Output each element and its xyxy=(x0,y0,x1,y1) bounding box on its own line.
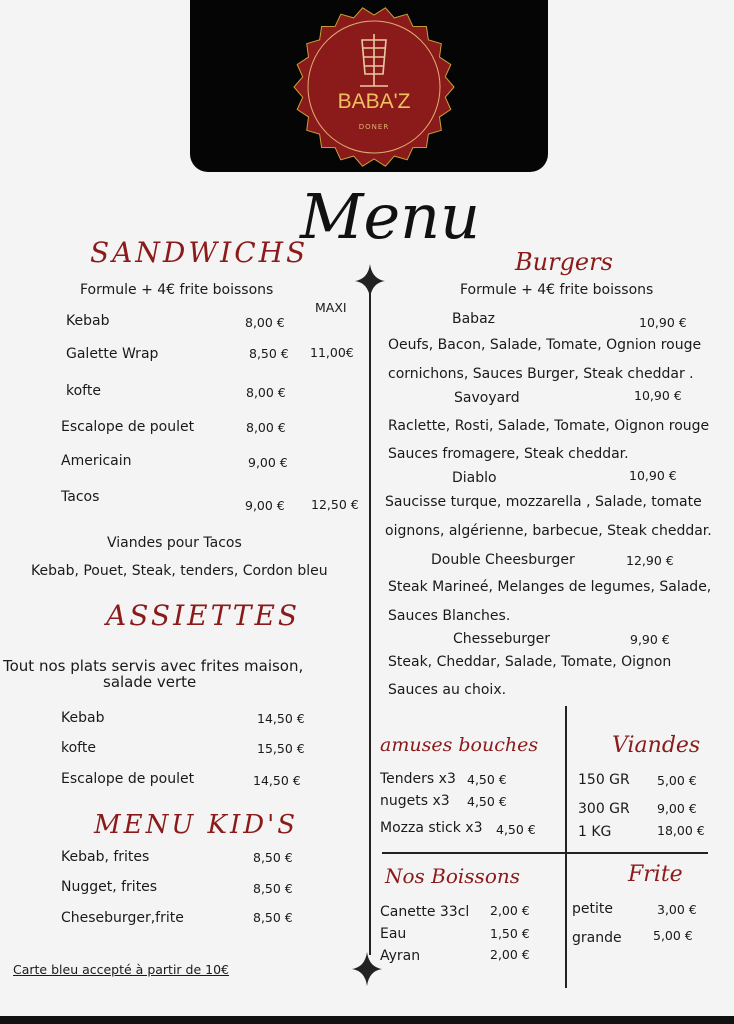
burger-price: 10,90 € xyxy=(639,315,687,330)
burger-price: 10,90 € xyxy=(634,388,682,403)
assiette-name: kofte xyxy=(61,740,96,756)
sandwich-name: Americain xyxy=(61,453,132,469)
logo-sub: DONER xyxy=(358,123,390,131)
amuse-price: 4,50 € xyxy=(467,772,507,787)
tacos-title: Viandes pour Tacos xyxy=(107,535,242,551)
sparkle-icon xyxy=(355,264,385,298)
burger-name: Diablo xyxy=(452,470,497,486)
viande-name: 1 KG xyxy=(578,824,612,840)
boisson-name: Ayran xyxy=(380,948,421,964)
frite-price: 3,00 € xyxy=(657,902,697,917)
assiette-price: 15,50 € xyxy=(257,741,305,756)
burger-desc: Steak Marineé, Melanges de legumes, Salade, xyxy=(388,579,712,595)
viande-name: 300 GR xyxy=(578,801,630,817)
tacos-list: Kebab, Pouet, Steak, tenders, Cordon bleu xyxy=(31,563,328,579)
sandwich-name: Escalope de poulet xyxy=(61,419,195,435)
assiette-name: Kebab xyxy=(61,710,105,726)
kids-price: 8,50 € xyxy=(253,910,293,925)
burger-name: Chesseburger xyxy=(453,631,550,647)
sandwich-name: Tacos xyxy=(61,489,100,505)
burger-desc: Saucisse turque, mozzarella , Salade, tomate xyxy=(385,494,702,510)
frite-name: grande xyxy=(572,930,622,946)
kids-name: Cheseburger,frite xyxy=(61,910,184,926)
viandes-heading: Viandes xyxy=(612,733,701,758)
frite-heading: Frite xyxy=(628,862,683,887)
viande-price: 18,00 € xyxy=(657,823,705,838)
kids-heading: MENU KID'S xyxy=(94,810,299,840)
logo-name: BABA'Z xyxy=(337,90,411,113)
kids-name: Kebab, frites xyxy=(61,849,150,865)
sandwich-name: Kebab xyxy=(66,313,110,329)
amuse-name: Tenders x3 xyxy=(380,771,456,787)
assiette-price: 14,50 € xyxy=(257,711,305,726)
burger-name: Savoyard xyxy=(454,390,520,406)
amuse-name: nugets x3 xyxy=(380,793,450,809)
amuse-price: 4,50 € xyxy=(467,794,507,809)
burger-desc: Sauces fromagere, Steak cheddar. xyxy=(388,446,629,462)
sandwichs-heading: SANDWICHS xyxy=(90,236,309,269)
logo-badge xyxy=(190,0,548,172)
boisson-name: Eau xyxy=(380,926,407,942)
amuses-heading: amuses bouches xyxy=(380,734,539,756)
kids-name: Nugget, frites xyxy=(61,879,158,895)
burger-desc: Oeufs, Bacon, Salade, Tomate, Ognion rouge xyxy=(388,337,702,353)
boisson-name: Canette 33cl xyxy=(380,904,470,920)
burger-price: 12,90 € xyxy=(626,553,674,568)
viande-name: 150 GR xyxy=(578,772,630,788)
burger-desc: oignons, algérienne, barbecue, Steak cheddar. xyxy=(385,523,712,539)
logo-banner xyxy=(190,0,548,172)
burger-desc: Sauces Blanches. xyxy=(388,608,511,624)
burger-name: Babaz xyxy=(452,311,495,327)
boisson-price: 1,50 € xyxy=(490,926,530,941)
sandwich-maxi-price: 11,00€ xyxy=(310,345,354,360)
burger-desc: Raclette, Rosti, Salade, Tomate, Oignon rouge xyxy=(388,418,710,434)
sandwich-price: 8,50 € xyxy=(249,346,289,361)
sandwich-price: 8,00 € xyxy=(246,420,286,435)
sandwich-name: Galette Wrap xyxy=(66,346,159,362)
burger-name: Double Cheesburger xyxy=(431,552,575,568)
boisson-price: 2,00 € xyxy=(490,903,530,918)
kids-price: 8,50 € xyxy=(253,850,293,865)
assiettes-desc: Tout nos plats servis avec frites maison, xyxy=(3,657,304,675)
burger-desc: Steak, Cheddar, Salade, Tomate, Oignon xyxy=(388,654,672,670)
burgers-heading: Burgers xyxy=(515,248,613,276)
burger-desc: Sauces au choix. xyxy=(388,682,507,698)
boissons-heading: Nos Boissons xyxy=(385,864,521,888)
viande-price: 5,00 € xyxy=(657,773,697,788)
sandwich-price: 8,00 € xyxy=(245,315,285,330)
kids-price: 8,50 € xyxy=(253,881,293,896)
sandwich-price: 9,00 € xyxy=(245,498,285,513)
burger-price: 10,90 € xyxy=(629,468,677,483)
viande-price: 9,00 € xyxy=(657,801,697,816)
amuse-price: 4,50 € xyxy=(496,822,536,837)
frite-name: petite xyxy=(572,901,613,917)
center-divider xyxy=(369,290,371,955)
sandwich-price: 9,00 € xyxy=(248,455,288,470)
sparkle-icon xyxy=(352,952,382,986)
assiettes-heading: ASSIETTES xyxy=(106,599,301,632)
burger-desc: cornichons, Sauces Burger, Steak cheddar . xyxy=(388,366,694,382)
burger-price: 9,90 € xyxy=(630,632,670,647)
card-note: Carte bleu accepté à partir de 10€ xyxy=(13,962,229,977)
burgers-formule: Formule + 4€ frite boissons xyxy=(460,282,654,298)
maxi-label: MAXI xyxy=(315,300,347,315)
assiette-price: 14,50 € xyxy=(253,773,301,788)
boisson-price: 2,00 € xyxy=(490,947,530,962)
sandwich-maxi-price: 12,50 € xyxy=(311,497,359,512)
sandwichs-formule: Formule + 4€ frite boissons xyxy=(80,282,274,298)
menu-title: Menu xyxy=(300,180,481,253)
sandwich-price: 8,00 € xyxy=(246,385,286,400)
amuse-name: Mozza stick x3 xyxy=(380,820,483,836)
assiettes-desc: salade verte xyxy=(103,673,197,691)
grid-divider xyxy=(565,706,567,988)
assiette-name: Escalope de poulet xyxy=(61,771,195,787)
bottom-bar xyxy=(0,1016,734,1024)
grid-divider xyxy=(382,852,708,854)
sandwich-name: kofte xyxy=(66,383,101,399)
frite-price: 5,00 € xyxy=(653,928,693,943)
